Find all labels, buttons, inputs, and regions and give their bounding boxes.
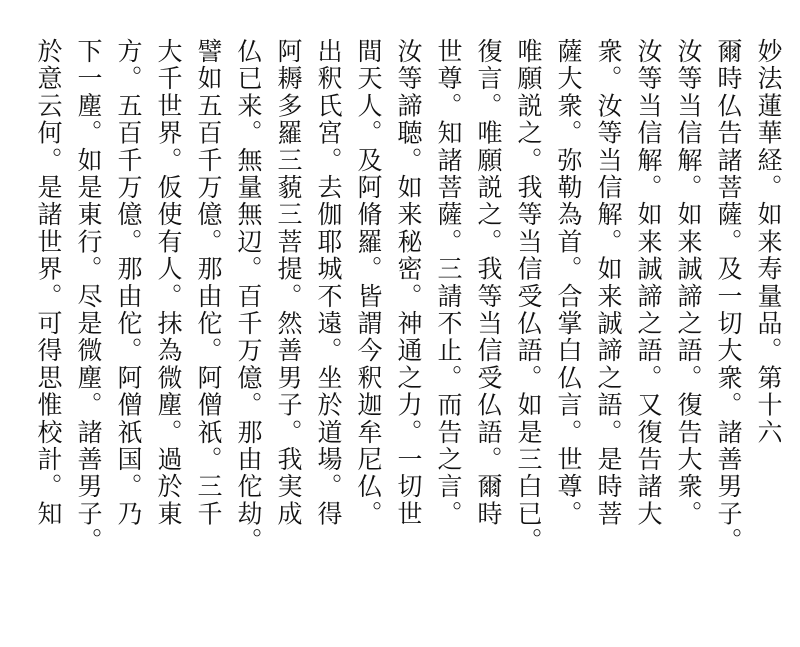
text-column: 大千世界。仮使有人。抹為微塵。過於東 — [154, 38, 183, 528]
text-column: 出釈氏宮。去伽耶城不遠。坐於道場。得 — [314, 38, 343, 528]
text-column: 汝等当信解。如来誠諦之語。復告大衆。 — [674, 38, 703, 528]
text-column: 世尊。知諸菩薩。三請不止。而告之言。 — [434, 38, 463, 528]
text-column: 爾時仏告諸菩薩。及一切大衆。諸善男子。 — [714, 38, 743, 555]
text-column: 仏已来。無量無辺。百千万億。那由佗劫。 — [234, 38, 263, 555]
text-column: 於意云何。是諸世界。可得思惟校計。知 — [34, 38, 63, 528]
text-column: 下一塵。如是東行。尽是微塵。諸善男子。 — [74, 38, 103, 555]
text-column: 妙法蓮華経。如来寿量品。第十六 — [754, 38, 783, 446]
text-column: 阿耨多羅三藐三菩提。然善男子。我実成 — [274, 38, 303, 528]
text-column: 唯願説之。我等当信受仏語。如是三白已。 — [514, 38, 543, 555]
text-column: 方。五百千万億。那由佗。阿僧祇国。乃 — [114, 38, 143, 528]
text-column: 汝等当信解。如来誠諦之語。又復告諸大 — [634, 38, 663, 528]
text-column: 衆。汝等当信解。如来誠諦之語。是時菩 — [594, 38, 623, 528]
text-column: 復言。唯願説之。我等当信受仏語。爾時 — [474, 38, 503, 528]
vertical-text-block — [0, 38, 788, 638]
text-column: 間天人。及阿脩羅。皆謂今釈迦牟尼仏。 — [354, 38, 383, 528]
text-column: 薩大衆。弥勒為首。合掌白仏言。世尊。 — [554, 38, 583, 528]
text-column: 譬如五百千万億。那由佗。阿僧祇。三千 — [194, 38, 223, 528]
text-column: 汝等諦聴。如来秘密。神通之力。一切世 — [394, 38, 423, 528]
